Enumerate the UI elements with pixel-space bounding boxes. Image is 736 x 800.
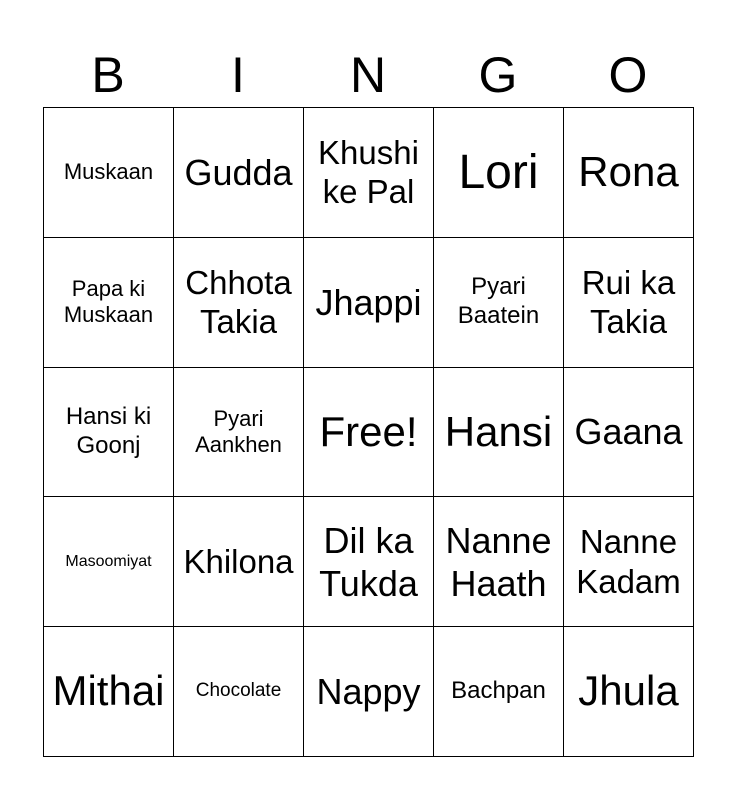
bingo-header (43, 44, 693, 106)
header-letter-n: N (349, 47, 387, 103)
header-letter-i: I (231, 47, 245, 103)
bingo-board (43, 107, 694, 757)
bingo-cell[interactable]: Khilona (174, 497, 304, 627)
bingo-cell[interactable]: Bachpan (434, 627, 564, 757)
bingo-cell[interactable]: Pyari Aankhen (174, 367, 304, 497)
bingo-cell[interactable]: Nanne Haath (434, 497, 564, 627)
board-row (44, 237, 694, 367)
bingo-cell[interactable]: Dil ka Tukda (304, 497, 434, 627)
bingo-cell[interactable]: Hansi (434, 367, 564, 497)
bingo-cell[interactable]: Chocolate (174, 627, 304, 757)
board-row (44, 108, 694, 238)
bingo-cell[interactable]: Gudda (174, 108, 304, 238)
header-letter-o: O (608, 47, 648, 103)
board-row (44, 627, 694, 757)
bingo-cell[interactable]: Lori (434, 108, 564, 238)
board-row (44, 497, 694, 627)
board-row (44, 367, 694, 497)
bingo-cell[interactable]: Mithai (44, 627, 174, 757)
header-letter-b: B (91, 47, 125, 103)
bingo-cell[interactable]: Jhula (564, 627, 694, 757)
bingo-cell[interactable]: Chhota Takia (174, 237, 304, 367)
header-letter-g: G (478, 47, 518, 103)
bingo-cell[interactable]: Khushi ke Pal (304, 108, 434, 238)
bingo-cell[interactable]: Jhappi (304, 237, 434, 367)
bingo-cell[interactable]: Muskaan (44, 108, 174, 238)
bingo-cell[interactable]: Gaana (564, 367, 694, 497)
bingo-cell[interactable]: Hansi ki Goonj (44, 367, 174, 497)
bingo-cell[interactable]: Nanne Kadam (564, 497, 694, 627)
bingo-cell[interactable]: Rui ka Takia (564, 237, 694, 367)
bingo-cell[interactable]: Pyari Baatein (434, 237, 564, 367)
bingo-cell[interactable]: Papa ki Muskaan (44, 237, 174, 367)
bingo-cell[interactable]: Rona (564, 108, 694, 238)
free-space-cell[interactable]: Free! (304, 367, 434, 497)
bingo-cell[interactable]: Nappy (304, 627, 434, 757)
bingo-cell[interactable]: Masoomiyat (44, 497, 174, 627)
